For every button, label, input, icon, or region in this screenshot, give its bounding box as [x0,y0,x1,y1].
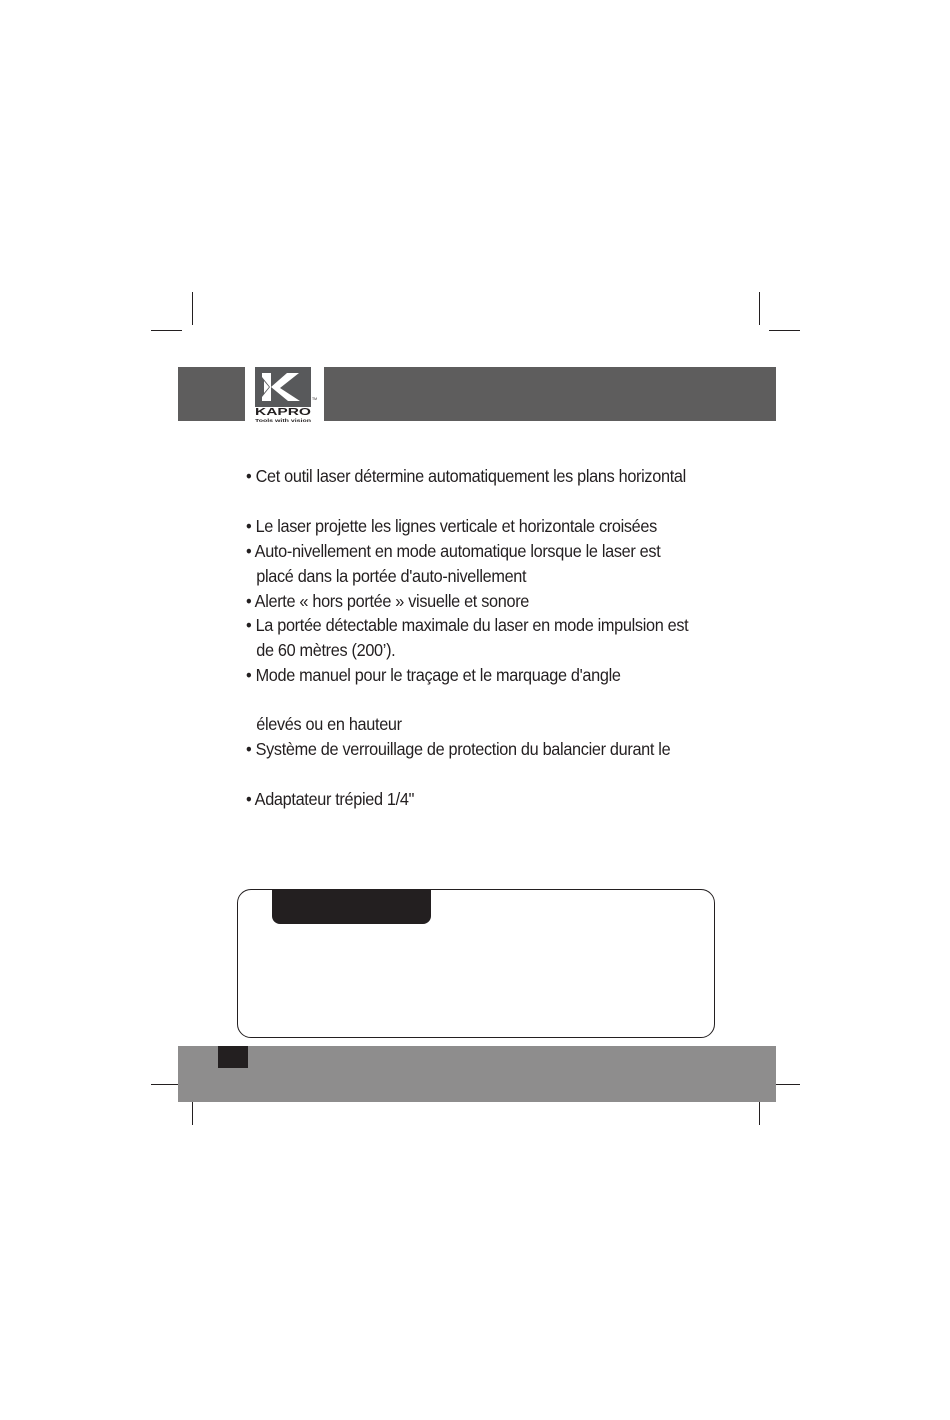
feature-line: • Système de verrouillage de protection du balancier durant le [246,739,671,759]
feature-line-continuation: placé dans la portée d'auto-nivellement [256,566,527,586]
feature-line-continuation: élevés ou en hauteur [256,714,402,734]
brand-tagline: Tools with vision [255,418,312,423]
feature-line: • Cet outil laser détermine automatiquement les plans horizontal [246,466,686,486]
crop-mark-top-right-horizontal [769,330,800,331]
crop-mark-top-left-vertical [192,292,193,325]
feature-line: • La portée détectable maximale du laser en mode impulsion est [246,615,689,635]
page-number-tab [218,1046,248,1068]
kapro-k-logo-icon [253,367,317,425]
feature-line: • Alerte « hors portée » visuelle et sonore [246,591,530,611]
brand-name: KAPRO [255,406,311,418]
kapro-logo [253,367,317,425]
feature-line: • Le laser projette les lignes verticale et horizontale croisées [246,516,657,536]
trademark-label: TM [312,397,317,401]
crop-mark-top-right-vertical [759,292,760,325]
crop-mark-top-left-horizontal [151,330,182,331]
feature-line: • Adaptateur trépied 1/4" [246,789,415,809]
note-box-tab [272,889,431,924]
footer-bar [178,1046,776,1102]
header-title-bar [324,367,776,421]
header-section-block [178,367,245,421]
feature-line-continuation: de 60 mètres (200’). [256,640,396,660]
feature-line: • Auto-nivellement en mode automatique lorsque le laser est [246,541,661,561]
feature-line: • Mode manuel pour le traçage et le marquage d'angle [246,665,621,685]
